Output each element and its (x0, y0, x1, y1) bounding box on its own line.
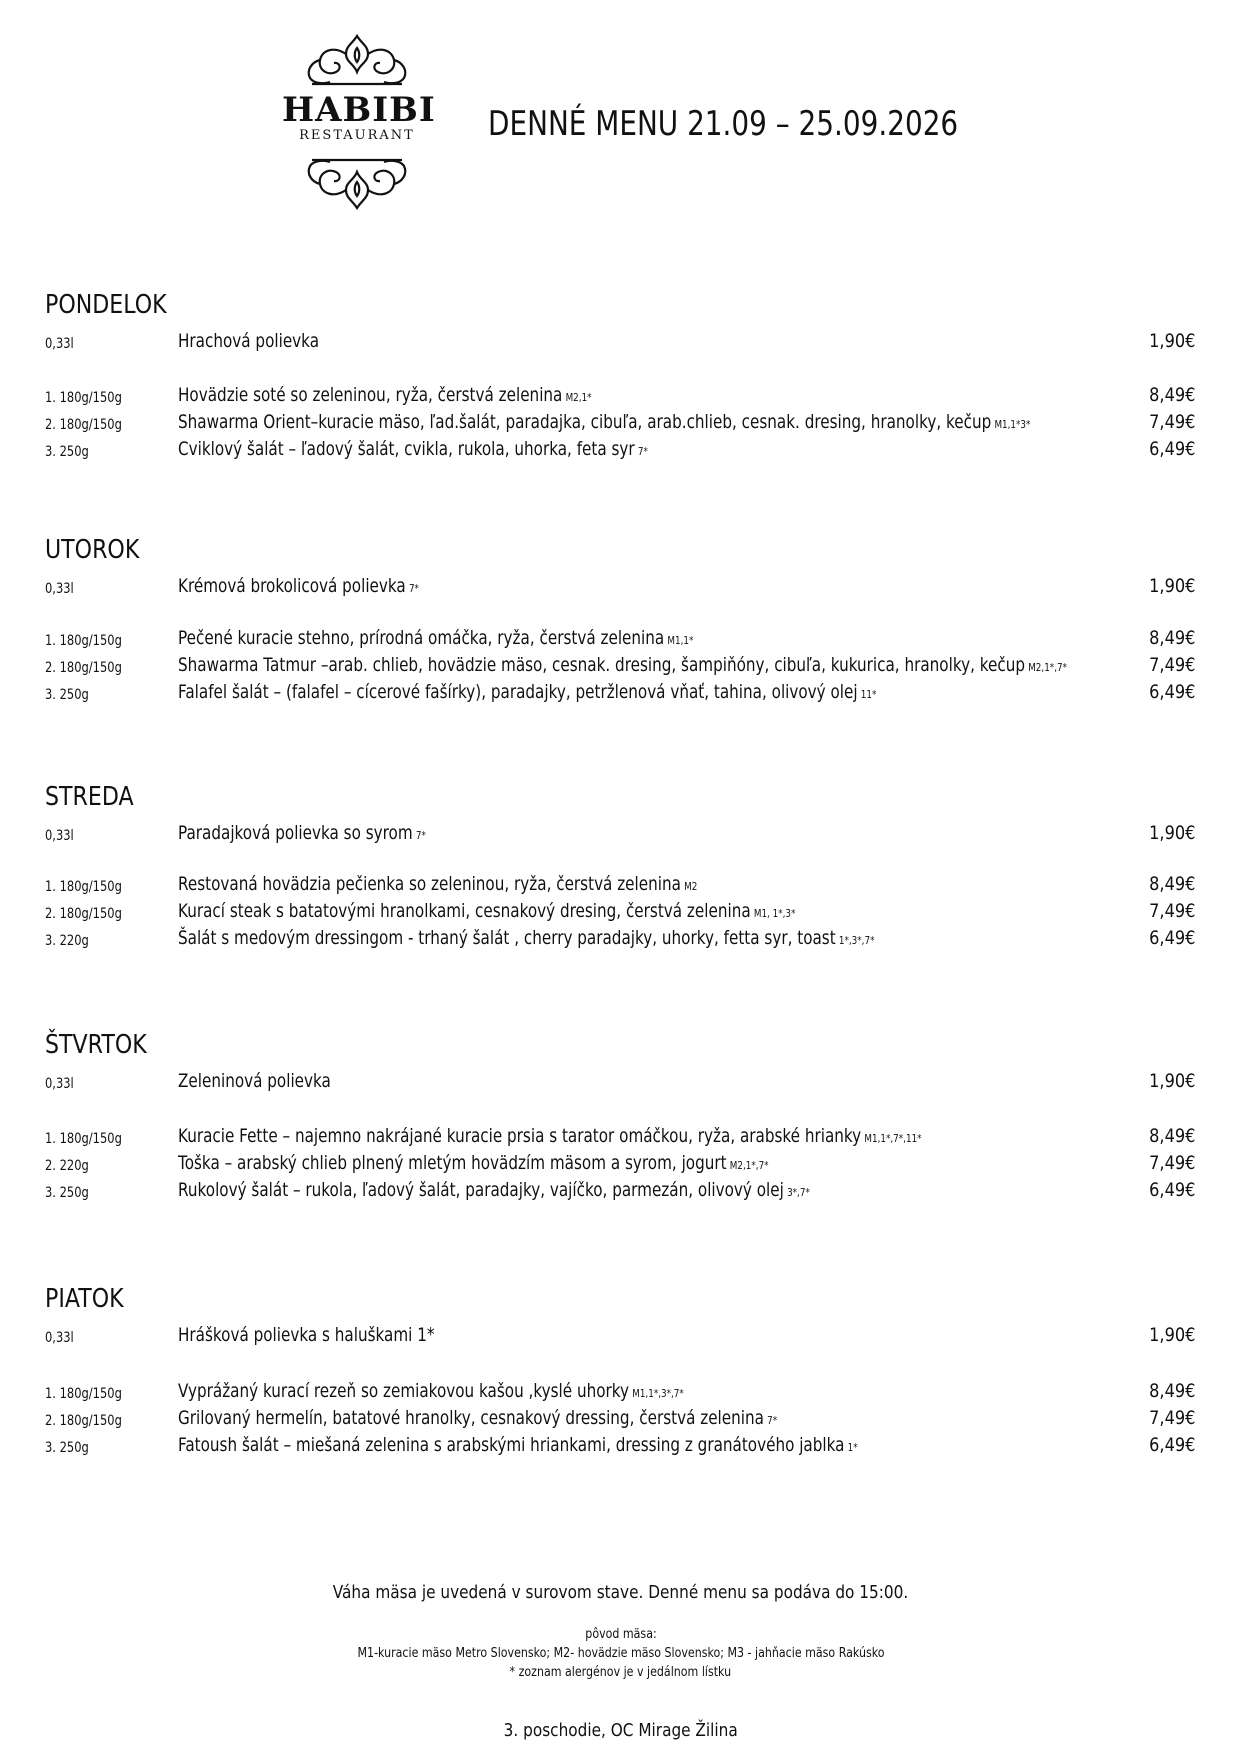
portion-size: 3. 250g (45, 1185, 89, 1201)
origin-text: M1-kuracie mäso Metro Slovensko; M2- hovädzie mäso Slovensko; M3 - jahňacie mäso Rakúsko (356, 1646, 884, 1661)
allergen-codes: 11* (860, 688, 877, 701)
day-heading: STREDA (45, 782, 134, 812)
restaurant-logo (282, 32, 436, 212)
dish-name: Shawarma Orient–kuracie mäso, ľad.šalát, paradajka, cibuľa, arab.chlieb, cesnak. dresing, hranolky, kečup M1,1*3* (178, 411, 1031, 433)
dish-price: 7,49€ (1148, 1152, 1195, 1174)
allergen-codes: 7* (408, 582, 419, 595)
dish-name: Kuracie Fette – najemno nakrájané kuracie prsia s tarator omáčkou, ryža, arabské hrianky M1,1*,7*,11* (178, 1125, 922, 1147)
dish-name: Hovädzie soté so zeleninou, ryža, čerstvá zelenina M2,1* (178, 384, 592, 406)
portion-size: 1. 180g/150g (45, 390, 122, 406)
allergen-codes: M1,1*,7*,11* (864, 1132, 922, 1145)
soup-row (45, 575, 1205, 601)
dish-price: 7,49€ (1148, 1407, 1195, 1429)
dish-price: 1,90€ (1148, 575, 1195, 597)
portion-size: 3. 250g (45, 687, 89, 703)
allergen-codes: M2,1* (565, 391, 592, 404)
dish-price: 1,90€ (1148, 1324, 1195, 1346)
menu-header (0, 0, 1241, 220)
dish-name: Šalát s medovým dressingom - trhaný šalát , cherry paradajky, uhorky, fetta syr, toast 1*,3*,7* (178, 927, 875, 949)
menu-item-row (45, 1380, 1205, 1406)
dish-price: 8,49€ (1148, 627, 1195, 649)
dish-name: Paradajková polievka so syrom 7* (178, 822, 426, 844)
allergen-codes: 7* (415, 829, 426, 842)
portion-size: 3. 250g (45, 444, 89, 460)
menu-item-row (45, 1125, 1205, 1151)
soup-row (45, 1324, 1205, 1350)
weight-note: Váha mäsa je uvedená v surovom stave. Denné menu sa podáva do 15:00. (332, 1582, 909, 1603)
portion-size: 0,33l (45, 581, 74, 597)
dish-name: Krémová brokolicová polievka 7* (178, 575, 419, 597)
allergen-codes: M2,1*,7* (1028, 661, 1067, 674)
menu-item-row (45, 927, 1205, 953)
dish-name: Hrachová polievka (178, 330, 320, 352)
logo-name: HABIBI (282, 90, 436, 130)
portion-size: 1. 180g/150g (45, 1386, 122, 1402)
dish-name: Grilovaný hermelín, batatové hranolky, cesnakový dressing, čerstvá zelenina 7* (178, 1407, 778, 1429)
dish-price: 6,49€ (1148, 1179, 1195, 1201)
portion-size: 0,33l (45, 828, 74, 844)
day-heading: UTOROK (45, 535, 140, 565)
soup-row (45, 330, 1205, 356)
allergen-codes: 3*,7* (787, 1186, 810, 1199)
dish-name: Toška – arabský chlieb plnený mletým hovädzím mäsom a syrom, jogurt M2,1*,7* (178, 1152, 769, 1174)
menu-item-row (45, 900, 1205, 926)
menu-item-row (45, 1434, 1205, 1460)
dish-name: Falafel šalát – (falafel – cícerové fašírky), paradajky, petržlenová vňať, tahina, olivový olej 11* (178, 681, 877, 703)
page-title: DENNÉ MENU 21.09 – 25.09.2026 (488, 104, 959, 144)
portion-size: 2. 180g/150g (45, 660, 122, 676)
menu-item-row (45, 1179, 1205, 1205)
portion-size: 2. 180g/150g (45, 1413, 122, 1429)
dish-name: Pečené kuracie stehno, prírodná omáčka, ryža, čerstvá zelenina M1,1* (178, 627, 694, 649)
allergen-codes: M1, 1*,3* (753, 907, 796, 920)
portion-size: 1. 180g/150g (45, 1131, 122, 1147)
portion-size: 2. 180g/150g (45, 906, 122, 922)
portion-size: 1. 180g/150g (45, 879, 122, 895)
restaurant-address: 3. poschodie, OC Mirage Žilina (503, 1720, 738, 1741)
allergen-note: * zoznam alergénov je v jedálnom lístku (509, 1665, 732, 1680)
dish-price: 6,49€ (1148, 681, 1195, 703)
allergen-codes: M1,1* (667, 634, 694, 647)
soup-row (45, 822, 1205, 848)
allergen-codes: 7* (767, 1414, 778, 1427)
allergen-codes: M2 (684, 880, 698, 893)
dish-price: 7,49€ (1148, 411, 1195, 433)
menu-item-row (45, 1152, 1205, 1178)
dish-price: 7,49€ (1148, 900, 1195, 922)
menu-item-row (45, 627, 1205, 653)
dish-price: 8,49€ (1148, 384, 1195, 406)
allergen-codes: 1* (847, 1441, 858, 1454)
dish-name: Zeleninová polievka (178, 1070, 331, 1092)
portion-size: 2. 180g/150g (45, 417, 122, 433)
allergen-codes: 1*,3*,7* (838, 934, 875, 947)
menu-item-row (45, 384, 1205, 410)
menu-item-row (45, 873, 1205, 899)
portion-size: 0,33l (45, 1076, 74, 1092)
dish-price: 1,90€ (1148, 1070, 1195, 1092)
dish-name: Hrášková polievka s haluškami 1* (178, 1324, 435, 1346)
allergen-codes: M1,1*,3*,7* (632, 1387, 684, 1400)
portion-size: 3. 250g (45, 1440, 89, 1456)
menu-item-row (45, 411, 1205, 437)
dish-price: 1,90€ (1148, 822, 1195, 844)
dish-price: 8,49€ (1148, 1125, 1195, 1147)
logo-subtitle: RESTAURANT (299, 128, 415, 143)
day-heading: ŠTVRTOK (45, 1030, 147, 1060)
allergen-codes: M1,1*3* (994, 418, 1031, 431)
allergen-codes: 7* (637, 445, 648, 458)
menu-item-row (45, 438, 1205, 464)
dish-name: Fatoush šalát – miešaná zelenina s arabskými hriankami, dressing z granátového jablka 1* (178, 1434, 858, 1456)
menu-item-row (45, 654, 1205, 680)
soup-row (45, 1070, 1205, 1096)
dish-price: 6,49€ (1148, 1434, 1195, 1456)
dish-price: 6,49€ (1148, 438, 1195, 460)
origin-title: pôvod mäsa: (584, 1627, 657, 1642)
portion-size: 0,33l (45, 1330, 74, 1346)
portion-size: 3. 220g (45, 933, 89, 949)
dish-price: 1,90€ (1148, 330, 1195, 352)
dish-price: 7,49€ (1148, 654, 1195, 676)
portion-size: 1. 180g/150g (45, 633, 122, 649)
dish-price: 8,49€ (1148, 1380, 1195, 1402)
dish-name: Vyprážaný kurací rezeň so zemiakovou kašou ,kyslé uhorky M1,1*,3*,7* (178, 1380, 684, 1402)
menu-item-row (45, 1407, 1205, 1433)
dish-name: Rukolový šalát – rukola, ľadový šalát, paradajky, vajíčko, parmezán, olivový olej 3*,7* (178, 1179, 810, 1201)
dish-name: Kurací steak s batatovými hranolkami, cesnakový dresing, čerstvá zelenina M1, 1*,3* (178, 900, 796, 922)
day-heading: PIATOK (45, 1284, 124, 1314)
dish-name: Restovaná hovädzia pečienka so zeleninou, ryža, čerstvá zelenina M2 (178, 873, 698, 895)
menu-item-row (45, 681, 1205, 707)
dish-name: Cviklový šalát – ľadový šalát, cvikla, rukola, uhorka, feta syr 7* (178, 438, 648, 460)
dish-name: Shawarma Tatmur –arab. chlieb, hovädzie mäso, cesnak. dresing, šampiňóny, cibuľa, kukurica, hranolky, kečup M2,1*,7* (178, 654, 1067, 676)
dish-price: 8,49€ (1148, 873, 1195, 895)
allergen-codes: M2,1*,7* (729, 1159, 769, 1172)
dish-price: 6,49€ (1148, 927, 1195, 949)
day-heading: PONDELOK (45, 290, 167, 320)
portion-size: 0,33l (45, 336, 74, 352)
portion-size: 2. 220g (45, 1158, 89, 1174)
